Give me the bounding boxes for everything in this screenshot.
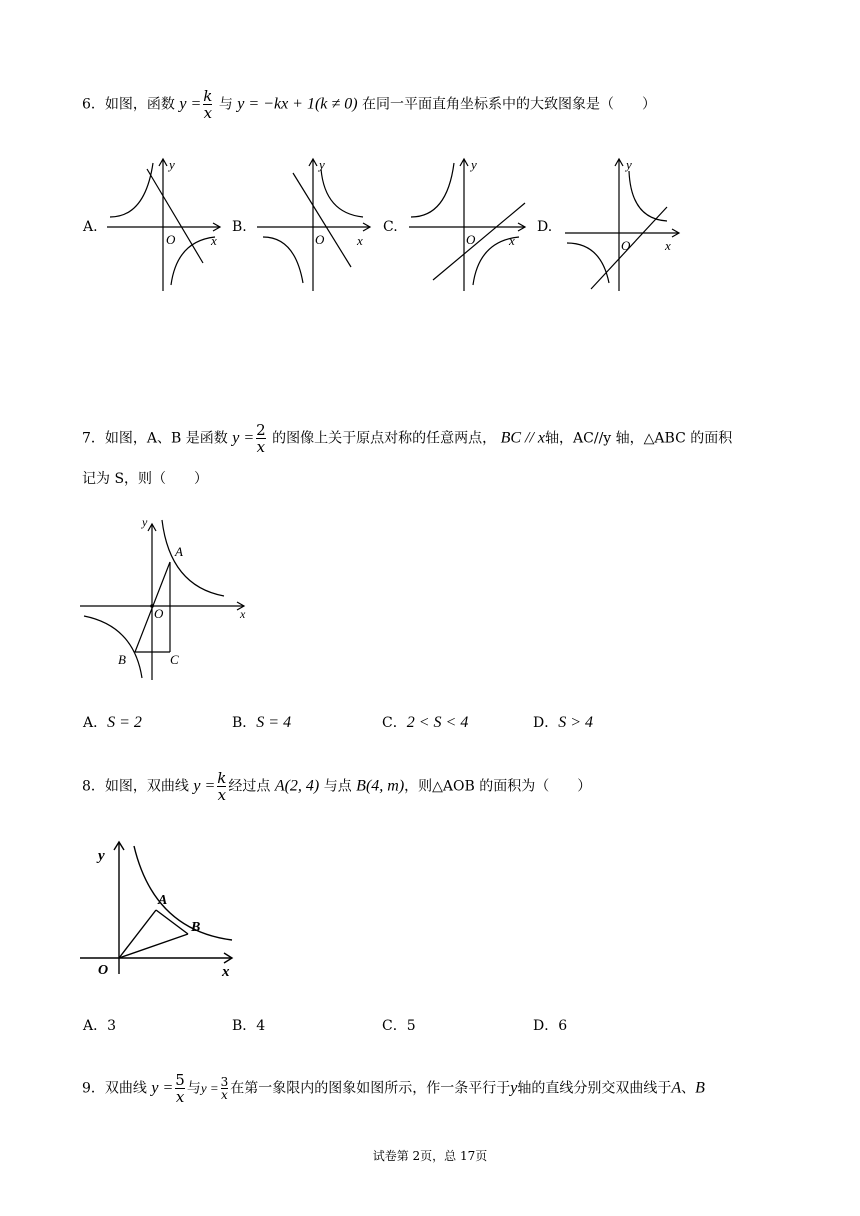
q9-number: 9． [82, 1080, 105, 1097]
q6-graph-b [255, 155, 375, 295]
q7-option-b [232, 712, 291, 732]
q6-f1-left: y = [179, 95, 202, 113]
q8-option-b-label: B． [232, 1018, 257, 1034]
q6d-origin-label: O [621, 238, 631, 253]
q7-stem-line2: 记为 S，则（ ） [82, 471, 209, 487]
q6-option-b-label: B. [232, 219, 247, 235]
q7-option-c [382, 712, 468, 732]
q8-f-den: x [217, 786, 227, 804]
q6-lead: 如图，函数 [104, 96, 175, 113]
q6c-origin-label: O [466, 232, 476, 247]
q8-option-d-label: D． [533, 1018, 559, 1034]
q8-lead: 如图，双曲线 [104, 778, 189, 795]
q8-option-c-label: C． [382, 1018, 407, 1034]
q6-option-c-label: C. [383, 219, 398, 235]
q7-fig-a: A [175, 544, 183, 559]
q9-f1-fraction [175, 1072, 185, 1105]
q6a-origin-label: O [166, 232, 176, 247]
q9-tail2: 轴的直线分别交双曲线于 [517, 1080, 672, 1097]
q7-lead: 如图，A、B 是函数 [104, 430, 228, 447]
q9-f2-left: y = [200, 1080, 219, 1096]
q8-stem [82, 770, 591, 803]
q8-fig-y: y [98, 848, 105, 864]
q8-option-a-label: A． [83, 1018, 108, 1034]
q7-fig-x: x [240, 607, 246, 621]
q7-fig-b: B [118, 652, 126, 667]
q6b-origin-label: O [315, 232, 325, 247]
q8-f-num: k [217, 769, 227, 787]
q8-mid2: 与点 [323, 778, 352, 795]
q7-f-left: y = [232, 429, 255, 447]
q9-f1-num: 5 [175, 1071, 185, 1089]
q6-tail: 在同一平面直角坐标系中的大致图象是（ ） [361, 96, 656, 113]
q7-f-num: 2 [256, 421, 266, 439]
q8-fig-b: B [191, 920, 201, 935]
q9-f2-fraction [221, 1076, 229, 1101]
q6-f1-fraction [203, 88, 212, 121]
q9-a: A [671, 1079, 682, 1097]
q8-option-b-value: 4 [256, 1018, 266, 1034]
q7-option-d-label: D． [533, 715, 559, 731]
q9-y: y [510, 1079, 518, 1097]
q8-figure [78, 838, 248, 988]
q6-stem [82, 88, 656, 121]
q8-point-a: A(2, 4) [274, 777, 320, 795]
q7-fig-c: C [170, 652, 179, 667]
q9-f2-den: x [221, 1088, 228, 1102]
q8-number: 8． [82, 778, 105, 795]
q7-option-c-label: C． [382, 715, 407, 731]
q7-number: 7． [82, 430, 105, 447]
q6-f1-den: x [203, 104, 213, 122]
q6c-x-label: x [509, 233, 515, 248]
q7-option-b-label: B． [232, 715, 257, 731]
q6-number: 6． [82, 96, 105, 113]
q8-fig-x: x [222, 964, 230, 980]
q8-option-a [83, 1015, 116, 1035]
q8-point-b: B(4, m) [356, 777, 405, 795]
q9-stem [82, 1072, 705, 1105]
q8-f-left: y = [193, 777, 216, 795]
q7-bc: BC // x [500, 429, 546, 447]
q8-mid: 经过点 [228, 778, 271, 795]
q9-b: B [695, 1079, 705, 1097]
q8-option-c-value: 5 [406, 1018, 416, 1034]
q9-mid: 与 [186, 1080, 201, 1097]
q6b-x-label: x [357, 233, 363, 248]
q6-mid: 与 [218, 96, 233, 113]
q7-option-a-label: A． [83, 715, 108, 731]
q8-fraction [217, 770, 226, 803]
q7-stem-line1 [82, 422, 732, 455]
q9-lead: 双曲线 [104, 1080, 147, 1097]
q9-f2-num: 3 [220, 1075, 229, 1089]
q6-graph-d [563, 155, 688, 295]
q8-option-a-value: 3 [107, 1018, 117, 1034]
q7-fig-y: y [142, 515, 148, 529]
q9-tail: 在第一象限内的图象如图所示，作一条平行于 [230, 1080, 511, 1097]
q8-fig-a: A [158, 893, 168, 908]
q8-fig-o: O [98, 963, 109, 978]
q9-sep: 、 [681, 1080, 696, 1097]
q8-tail: ，则△AOB 的面积为（ ） [404, 778, 592, 795]
q7-f-den: x [256, 438, 266, 456]
q8-option-b [232, 1015, 265, 1035]
q6a-y-label: y [169, 157, 175, 172]
q7-option-d [533, 712, 593, 732]
q8-option-d [533, 1015, 567, 1035]
q7-option-a-expr: S = 2 [107, 714, 142, 731]
q7-option-c-expr: 2 < S < 4 [406, 714, 469, 731]
q7-option-b-expr: S = 4 [256, 714, 292, 731]
q7-fig-o: O [154, 606, 164, 621]
q7-tail: 轴，AC//y 轴，△ABC 的面积 [545, 430, 733, 447]
page-footer: 试卷第 2页，总 17页 [372, 1149, 488, 1163]
q6-f1-num: k [203, 87, 213, 105]
q6b-y-label: y [319, 157, 325, 172]
q6-option-a-label: A. [83, 219, 98, 235]
q6-graph-c [407, 155, 532, 295]
q7-fraction [256, 422, 266, 455]
q8-option-c [382, 1015, 416, 1035]
q6c-y-label: y [471, 157, 477, 172]
q7-mid: 的图像上关于原点对称的任意两点， [272, 430, 497, 447]
q9-f1-den: x [175, 1088, 185, 1106]
q6-graph-a [105, 155, 225, 295]
q7-figure [78, 510, 258, 685]
q6d-y-label: y [626, 157, 632, 172]
q7-option-a [83, 712, 142, 732]
q7-option-d-expr: S > 4 [558, 714, 594, 731]
q8-option-d-value: 6 [558, 1018, 568, 1034]
q6a-x-label: x [211, 233, 217, 248]
q6-option-d-label: D. [537, 219, 553, 235]
q9-f1-left: y = [151, 1079, 174, 1097]
q6d-x-label: x [665, 238, 671, 253]
q6-f2: y = −kx + 1(k ≠ 0) [237, 95, 358, 113]
